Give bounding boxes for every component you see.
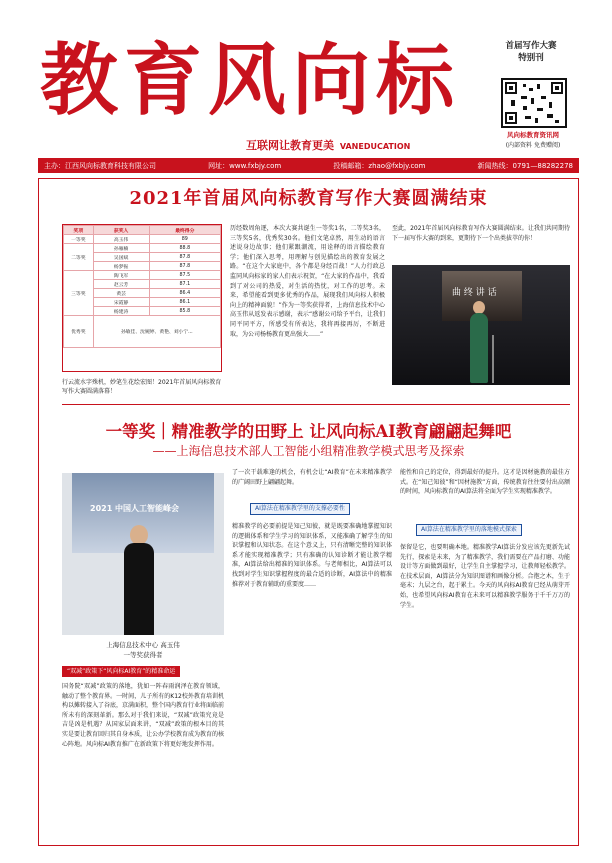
story2-column-2b: 精准教学的必要前提是知己知彼，就是既要准确地掌握知识的逻辑体系和学生学习的知识体系，又能准确了解学生的知识掌握和认知状态。在这个意义上，只有清晰完整的知识体系才能实现精准教学；只有准确的认知诊断才能让教学精准，AI算法给出精准的知识体系。与老师相比，AI算法可以找到对学生知识掌握程度的最合适的诊断，AI算法中的精准推荐对于教育辅助的重要度…… [232,523,392,588]
table-row [64,244,221,253]
table-cell: 85.8 [149,307,220,316]
table-cell: 89 [149,235,220,244]
table-cell: 杨建涛 [93,307,149,316]
table-caption: 行云流水字殊机，妙笔生花绘宏图！2021年首届风向标教育写作大赛圆满落幕！ [62,379,222,395]
hotline-text: 新闻热线：0791—88282278 [477,161,573,170]
table-header: 获奖人 [93,226,149,235]
table-cell: 黄芸 [93,289,149,298]
table-cell: 87.8 [149,262,220,271]
email-link[interactable]: 投稿邮箱：zhao@fxbjy.com [333,161,426,170]
table-header: 奖项 [64,226,94,235]
qr-code-icon[interactable] [501,78,567,128]
table-cell: 86.4 [149,289,220,298]
table-row [64,271,221,280]
table-cell: 二等奖 [64,244,94,271]
event-banner: 2021 中国人工智能峰会 [72,473,214,553]
table-cell: 孙雁楠 [93,244,149,253]
table-cell: 87.8 [149,253,220,262]
masthead-title: 教育风向标 [40,35,461,126]
story2-column-3b: 保留是它，也要明确本地。精准教学AI算法分发应该先更新先试先行，探索是未来，为了精准教学，我们需要在产品打磨、功能设计等方面做到最好，让学生自主掌握学习，让教师轻松教学。在技术层面，AI算法分为知识图谱和画像分析。合抱之木，生于毫末；九层之台，起于累土。今天的风向标AI教育已经从萌芽开始，也希望风向标AI教育在未来可以精准教学服务于千千万万的学生。 [400,544,570,609]
story2-headline: 一等奖｜精准教学的田野上 让风向标AI教育翩翩起舞吧 [105,422,512,441]
table-cell: 三等奖 [64,271,94,316]
website-link[interactable]: 网址：www.fxbjy.com [208,161,282,170]
story2-column-1: 国务院“双减”政策的落地，犹如一阵春雨润泽在教育领域，触动了整个教育界。一时间，儿子所有的K12校外教育培训机构以摊转接入了谷底，京满面积，整个国内教育行业将面临前所未有的深刻革新。那么对于我们来说，“双减”政策究竟是吉是凶是机遇？从国家层面来讲，“双减”政策的根本目的其实是要让教育回归其自身本质，让公办学校教育成为教育的核心阵地。风向标AI教育推广在新政策下将更好地发挥作用。 [62,683,224,748]
table-cell: 孙敏佳、沈婉婷、黄艳、刘小宁... [93,316,220,348]
story2-column-3: 能性和自己的定位，得到最好的提升。这才是因材施教的最佳方式。在“知己知彼”和“因材施教”方面，传统教育往往要付出高额的时间，风向标教育的AI算法将全面为学生实现精准教学。 [400,469,570,496]
qr-caption: 风向标教育资讯网 [507,131,559,139]
story1-headline: 2021年首届风向标教育写作大赛圆满结束 [129,188,488,209]
story2-column-2: 了一次干载难逢的机会，有机会让“AI教育”在未来精准教学的广阔田野上翩翩起舞。 [232,469,392,486]
table-cell: 宋霞静 [93,298,149,307]
table-cell: 优秀奖 [64,316,94,348]
table-row [64,316,221,348]
masthead-slogan [246,137,410,153]
special-line-2: 特别刊 [518,53,544,63]
table-cell: 87.1 [149,280,220,289]
winner-portrait-photo [62,473,224,635]
table-header: 最终得分 [149,226,220,235]
mic-stand [492,335,494,383]
winner-face [130,525,148,545]
award-table [62,224,222,372]
portrait-caption-line1: 上海信息技术中心 高玉伟 [106,641,180,649]
slogan-english: VANEDUCATION [339,142,411,151]
section-divider [62,404,570,405]
stage-screen: 曲 终 讲 话 [442,271,522,321]
table-cell: 88.8 [149,244,220,253]
table-cell: 陶飞军 [93,271,149,280]
table-row [64,235,221,244]
table-cell: 一等奖 [64,235,94,244]
award-ceremony-photo [392,265,570,385]
special-issue-label [491,40,571,64]
section-tag-2: AI算法在精准教学里的支撑必要性 [250,503,350,515]
slogan-text: 互联网让教育更美 [246,139,334,152]
story1-column-2: 历经数周角逐，本次大赛共诞生一等奖1名，二等奖3名，三等奖5名，优秀奖30名。他们文笔卓然，用生动的语言述说身边故事；他们紧跟潮流，用诠释的语言描绘教育学；他们深入思考，用理解与创见描绘出的教育发展之路。“在这个大家庭中，各个都是身经百战！”人力行政总监同风向标家的家人们表示祝贺，“在大家的作品中，我看到了对公司的热爱，对生活的热忱，对工作的思考。未来，希望能看到更多优秀的作品，展现我们风向标人积极向上的精神面貌！”作为一等奖获得者，上海信息技术中心高玉伟从返发表示感谢，表示“感谢公司给予平台，让我们同平同平方，所感受有所表达，我将再接再厉，不断进取，为公司杨杨教育更出强大……” [230,225,385,338]
table-cell: 87.5 [149,271,220,280]
section-tag-1: “双减”政策下“风向标AI教育”的精准命运 [62,666,180,677]
portrait-caption [62,640,224,660]
table-cell: 86.1 [149,298,220,307]
table-cell: 吴国斌 [93,253,149,262]
sponsor-text: 主办：江西风向标教育科技有限公司 [44,161,156,170]
portrait-caption-line2: 一等奖获得者 [123,651,163,659]
qr-caption-note: (内部资料 免费赠阅) [505,142,561,149]
table-cell: 高玉伟 [93,235,149,244]
section-tag-3: AI算法在精准教学里的落地模式探索 [416,524,522,536]
special-line-1: 首届写作大赛 [505,41,557,51]
table-cell: 赵云芳 [93,280,149,289]
info-bar [38,158,579,173]
winner-figure [124,543,154,635]
table-cell: 杨梦振 [93,262,149,271]
speaker-figure [470,313,488,383]
story2-subhead: ——上海信息技术部人工智能小组精准教学模式思考及探索 [152,444,465,458]
story1-column-3: 至此，2021年首届风向标教育写作大赛圆满结束。让我们共同期待下一届写作大赛的到来，更期待下一个出类拔萃的你！ [392,225,570,242]
